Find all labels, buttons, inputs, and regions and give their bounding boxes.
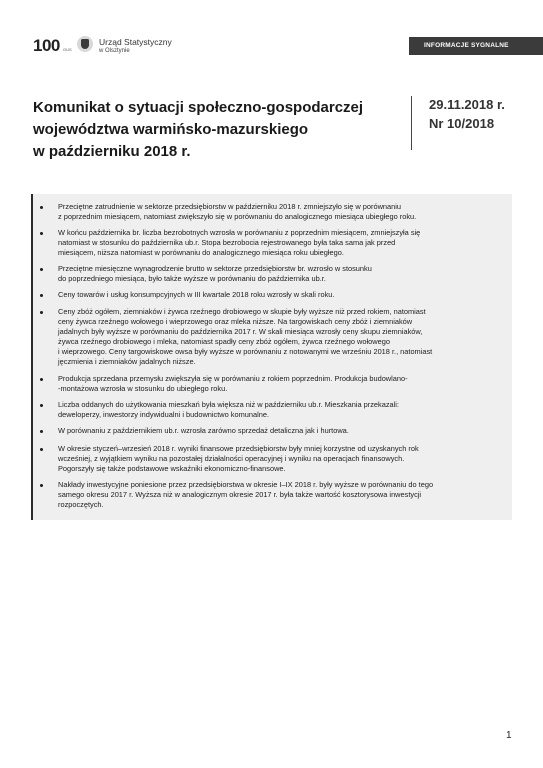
title-divider [411, 96, 412, 150]
summary-item: W porównaniu z październikiem ub.r. wzrosła zarówno sprzedaż detaliczna jak i hurtowa. [58, 426, 506, 436]
summary-item: Nakłady inwestycyjne poniesione przez przedsiębiorstwa w okresie I–IX 2018 r. były wyższe w porównaniu do tego samego okresu 2017 r. Wyższa niż w analogicznym okresie 2017 r. była także wartość kosztorysowa inwestycji rozpoczętych. [58, 480, 506, 510]
title-line: w październiku 2018 r. [33, 143, 191, 160]
logo-sub: GUS [63, 47, 72, 52]
office-city: w Olsztynie [99, 48, 130, 54]
summary-box [31, 194, 512, 520]
logo-number: 100 [33, 36, 60, 55]
summary-item: W okresie styczeń–wrzesień 2018 r. wyniki finansowe przedsiębiorstw były mniej korzystne od uzyskanych rok wcześniej, z wyjątkiem wyniku na pozostałej działalności operacyjnej i wyniku na operacjach finansowych. Pogorszyły się także podstawowe wskaźniki ekonomiczno-finansowe. [58, 444, 506, 474]
page-number: 1 [506, 730, 512, 741]
office-name: Urząd Statystyczny [99, 37, 172, 47]
summary-item: W końcu października br. liczba bezrobotnych wzrosła w porównaniu z poprzednim miesiącem, zmniejszyła się natomiast w stosunku do października ub.r. Stopa bezrobocia rejestrowanego była taka sama jak przed miesiącem, niższa natomiast w porównaniu do analogicznego miesiąca roku ubiegłego. [58, 228, 506, 258]
title-line: Komunikat o sytuacji społeczno-gospodarczej [33, 99, 364, 116]
issue-number: Nr 10/2018 [429, 116, 495, 131]
page-title [33, 97, 388, 163]
title-line: województwa warmińsko-mazurskiego [33, 121, 309, 138]
summary-item: Przeciętne miesięczne wynagrodzenie brutto w sektorze przedsiębiorstw br. wzrosło w stosunku do poprzedniego miesiąca, było także wyższe w porównaniu do października ub.r. [58, 264, 506, 284]
summary-item: Ceny zbóż ogółem, ziemniaków i żywca rzeźnego drobiowego w skupie były wyższe niż przed rokiem, natomiast ceny żywca rzeźnego wołowego i wieprzowego oraz mleka niższe. Na targowiskach ceny zbóż i ziemniaków jadalnych były wyższe w porównaniu do października 2017 r. W skali miesiąca wzrosły ceny skupu ziemniaków, żywca rzeźnego drobiowego i mleka, natomiast spadły ceny zbóż ogółem, żywca rzeźnego wołowego i wieprzowego. Ceny targowiskowe owsa były wyższe w porównaniu z notowanymi we wrześniu 2018 r., natomiast jęczmienia i ziemniaków jadalnych niższe. [58, 307, 506, 367]
summary-item: Liczba oddanych do użytkowania mieszkań była większa niż w październiku ub.r. Mieszkania przekazali: deweloperzy, inwestorzy indywidualni i budownictwo komunalne. [58, 400, 506, 420]
emblem-icon [77, 36, 93, 52]
summary-item: Produkcja sprzedana przemysłu zwiększyła się w porównaniu z rokiem poprzednim. Produkcja budowlano- -montażowa wzrosła w stosunku do ubiegłego roku. [58, 374, 506, 394]
summary-item: Przeciętne zatrudnienie w sektorze przedsiębiorstw w październiku 2018 r. zmniejszyło się w porównaniu z poprzednim miesiącem, natomiast zwiększyło się w porównaniu do analogicznego miesiąca ubiegłego roku. [58, 202, 506, 222]
publication-date: 29.11.2018 r. [429, 97, 505, 112]
publication-tag: INFORMACJE SYGNALNE [409, 37, 543, 55]
summary-item: Ceny towarów i usług konsumpcyjnych w III kwartale 2018 roku wzrosły w skali roku. [58, 290, 506, 300]
